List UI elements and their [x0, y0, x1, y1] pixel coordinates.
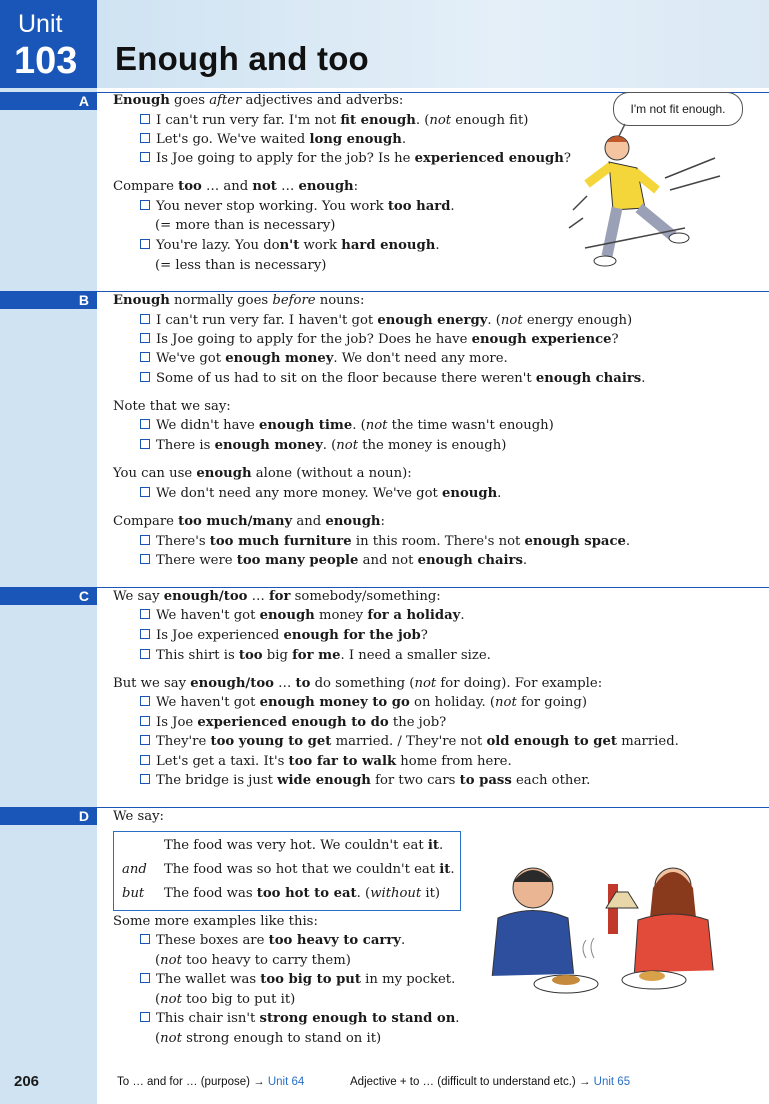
- section-c-rule: [97, 587, 769, 588]
- a-example-5-note: (= less than is necessary): [155, 258, 327, 273]
- left-margin-band: [0, 0, 97, 1104]
- c-example-3: This shirt is too big for me. I need a smaller size.: [140, 648, 491, 664]
- c-example-7: Let's get a taxi. It's too far to walk home from here.: [140, 754, 512, 770]
- c-example-5: Is Joe experienced enough to do the job?: [140, 715, 446, 731]
- a-example-5: You're lazy. You don't work hard enough.: [140, 238, 440, 254]
- c-intro: We say enough/too … for somebody/something:: [113, 589, 441, 604]
- b-example-8: There's too much furniture in this room. There's not enough space.: [140, 534, 630, 550]
- d-box-label-but: but: [122, 886, 145, 901]
- bullet-box-icon: [140, 200, 150, 210]
- unit-number: 103: [14, 40, 78, 82]
- arrow-right-icon: →: [578, 1076, 591, 1088]
- bullet-box-icon: [140, 314, 150, 324]
- d-example-2-note: (not too big to put it): [155, 992, 296, 1007]
- section-b-marker: [0, 291, 97, 309]
- d-more: Some more examples like this:: [113, 914, 318, 929]
- tired-runner-illustration: [565, 118, 725, 278]
- c-example-8: The bridge is just wide enough for two cars to pass each other.: [140, 773, 590, 789]
- bullet-box-icon: [140, 629, 150, 639]
- a-example-4-note: (= more than is necessary): [155, 218, 336, 233]
- b-example-7: We don't need any more money. We've got enough.: [140, 486, 501, 502]
- b-compare: Compare too much/many and enough:: [113, 514, 385, 529]
- section-a-letter: A: [78, 93, 89, 109]
- page-title: Enough and too: [115, 40, 369, 77]
- section-c-marker: [0, 587, 97, 605]
- c-example-6: They're too young to get married. / They're not old enough to get married.: [140, 734, 679, 750]
- section-d-rule: [97, 807, 769, 808]
- b-note: Note that we say:: [113, 399, 231, 414]
- d-example-1-note: (not too heavy to carry them): [155, 953, 351, 968]
- bullet-box-icon: [140, 239, 150, 249]
- d-box-line-2: The food was so hot that we couldn't eat it.: [164, 862, 455, 877]
- bullet-box-icon: [140, 554, 150, 564]
- bullet-box-icon: [140, 133, 150, 143]
- a-example-4: You never stop working. You work too hard.: [140, 199, 455, 215]
- a-intro: Enough goes after adjectives and adverbs:: [113, 93, 404, 108]
- d-box-line-1: The food was very hot. We couldn't eat it.: [164, 838, 444, 853]
- b-example-4: Some of us had to sit on the floor because there weren't enough chairs.: [140, 371, 645, 387]
- bullet-box-icon: [140, 735, 150, 745]
- unit-badge: [0, 0, 97, 88]
- bullet-box-icon: [140, 419, 150, 429]
- bullet-box-icon: [140, 372, 150, 382]
- cross-reference-1[interactable]: To … and for … (purpose) → Unit 64: [117, 1076, 305, 1088]
- arrow-right-icon: →: [253, 1076, 265, 1088]
- a-example-3: Is Joe going to apply for the job? Is he experienced enough?: [140, 151, 571, 167]
- d-box-line-3: The food was too hot to eat. (without it): [164, 886, 441, 901]
- bullet-box-icon: [140, 333, 150, 343]
- bullet-box-icon: [140, 973, 150, 983]
- d-example-1: These boxes are too heavy to carry.: [140, 933, 405, 949]
- bullet-box-icon: [140, 352, 150, 362]
- a-example-2: Let's go. We've waited long enough.: [140, 132, 406, 148]
- a-compare: Compare too … and not … enough:: [113, 179, 359, 194]
- section-d-letter: D: [78, 808, 89, 824]
- bullet-box-icon: [140, 934, 150, 944]
- c-but: But we say enough/too … to do something (not for doing). For example:: [113, 676, 603, 691]
- section-d-marker: [0, 807, 97, 825]
- section-b-rule: [97, 291, 769, 292]
- b-intro: Enough normally goes before nouns:: [113, 293, 365, 308]
- unit-label: Unit: [18, 10, 63, 38]
- cross-reference-2[interactable]: Adjective + to … (difficult to understand etc.) → Unit 65: [350, 1076, 631, 1088]
- bullet-box-icon: [140, 152, 150, 162]
- d-box-label-and: and: [122, 862, 147, 877]
- d-example-2: The wallet was too big to put in my pocket.: [140, 972, 455, 988]
- bullet-box-icon: [140, 696, 150, 706]
- section-c-letter: C: [78, 588, 89, 604]
- b-example-2: Is Joe going to apply for the job? Does he have enough experience?: [140, 332, 619, 348]
- couple-dining-illustration: [488, 848, 728, 998]
- bullet-box-icon: [140, 649, 150, 659]
- b-example-1: I can't run very far. I haven't got enough energy. (not energy enough): [140, 313, 632, 329]
- d-example-3-note: (not strong enough to stand on it): [155, 1031, 382, 1046]
- bullet-box-icon: [140, 774, 150, 784]
- bullet-box-icon: [140, 755, 150, 765]
- speech-bubble: I'm not fit enough.: [613, 92, 743, 126]
- c-example-4: We haven't got enough money to go on holiday. (not for going): [140, 695, 587, 711]
- bullet-box-icon: [140, 535, 150, 545]
- section-b-letter: B: [78, 292, 89, 308]
- section-a-marker: [0, 92, 97, 110]
- page-number: 206: [14, 1073, 40, 1090]
- bullet-box-icon: [140, 487, 150, 497]
- bullet-box-icon: [140, 609, 150, 619]
- c-example-2: Is Joe experienced enough for the job?: [140, 628, 428, 644]
- bullet-box-icon: [140, 716, 150, 726]
- b-example-6: There is enough money. (not the money is enough): [140, 438, 506, 454]
- b-example-3: We've got enough money. We don't need any more.: [140, 351, 508, 367]
- b-example-5: We didn't have enough time. (not the time wasn't enough): [140, 418, 554, 434]
- b-alone: You can use enough alone (without a noun):: [113, 466, 412, 481]
- b-example-9: There were too many people and not enough chairs.: [140, 553, 527, 569]
- d-intro: We say:: [113, 809, 164, 824]
- c-example-1: We haven't got enough money for a holiday.: [140, 608, 465, 624]
- bullet-box-icon: [140, 1012, 150, 1022]
- a-example-1: I can't run very far. I'm not fit enough. (not enough fit): [140, 113, 528, 129]
- bullet-box-icon: [140, 114, 150, 124]
- d-example-3: This chair isn't strong enough to stand on.: [140, 1011, 459, 1027]
- bullet-box-icon: [140, 439, 150, 449]
